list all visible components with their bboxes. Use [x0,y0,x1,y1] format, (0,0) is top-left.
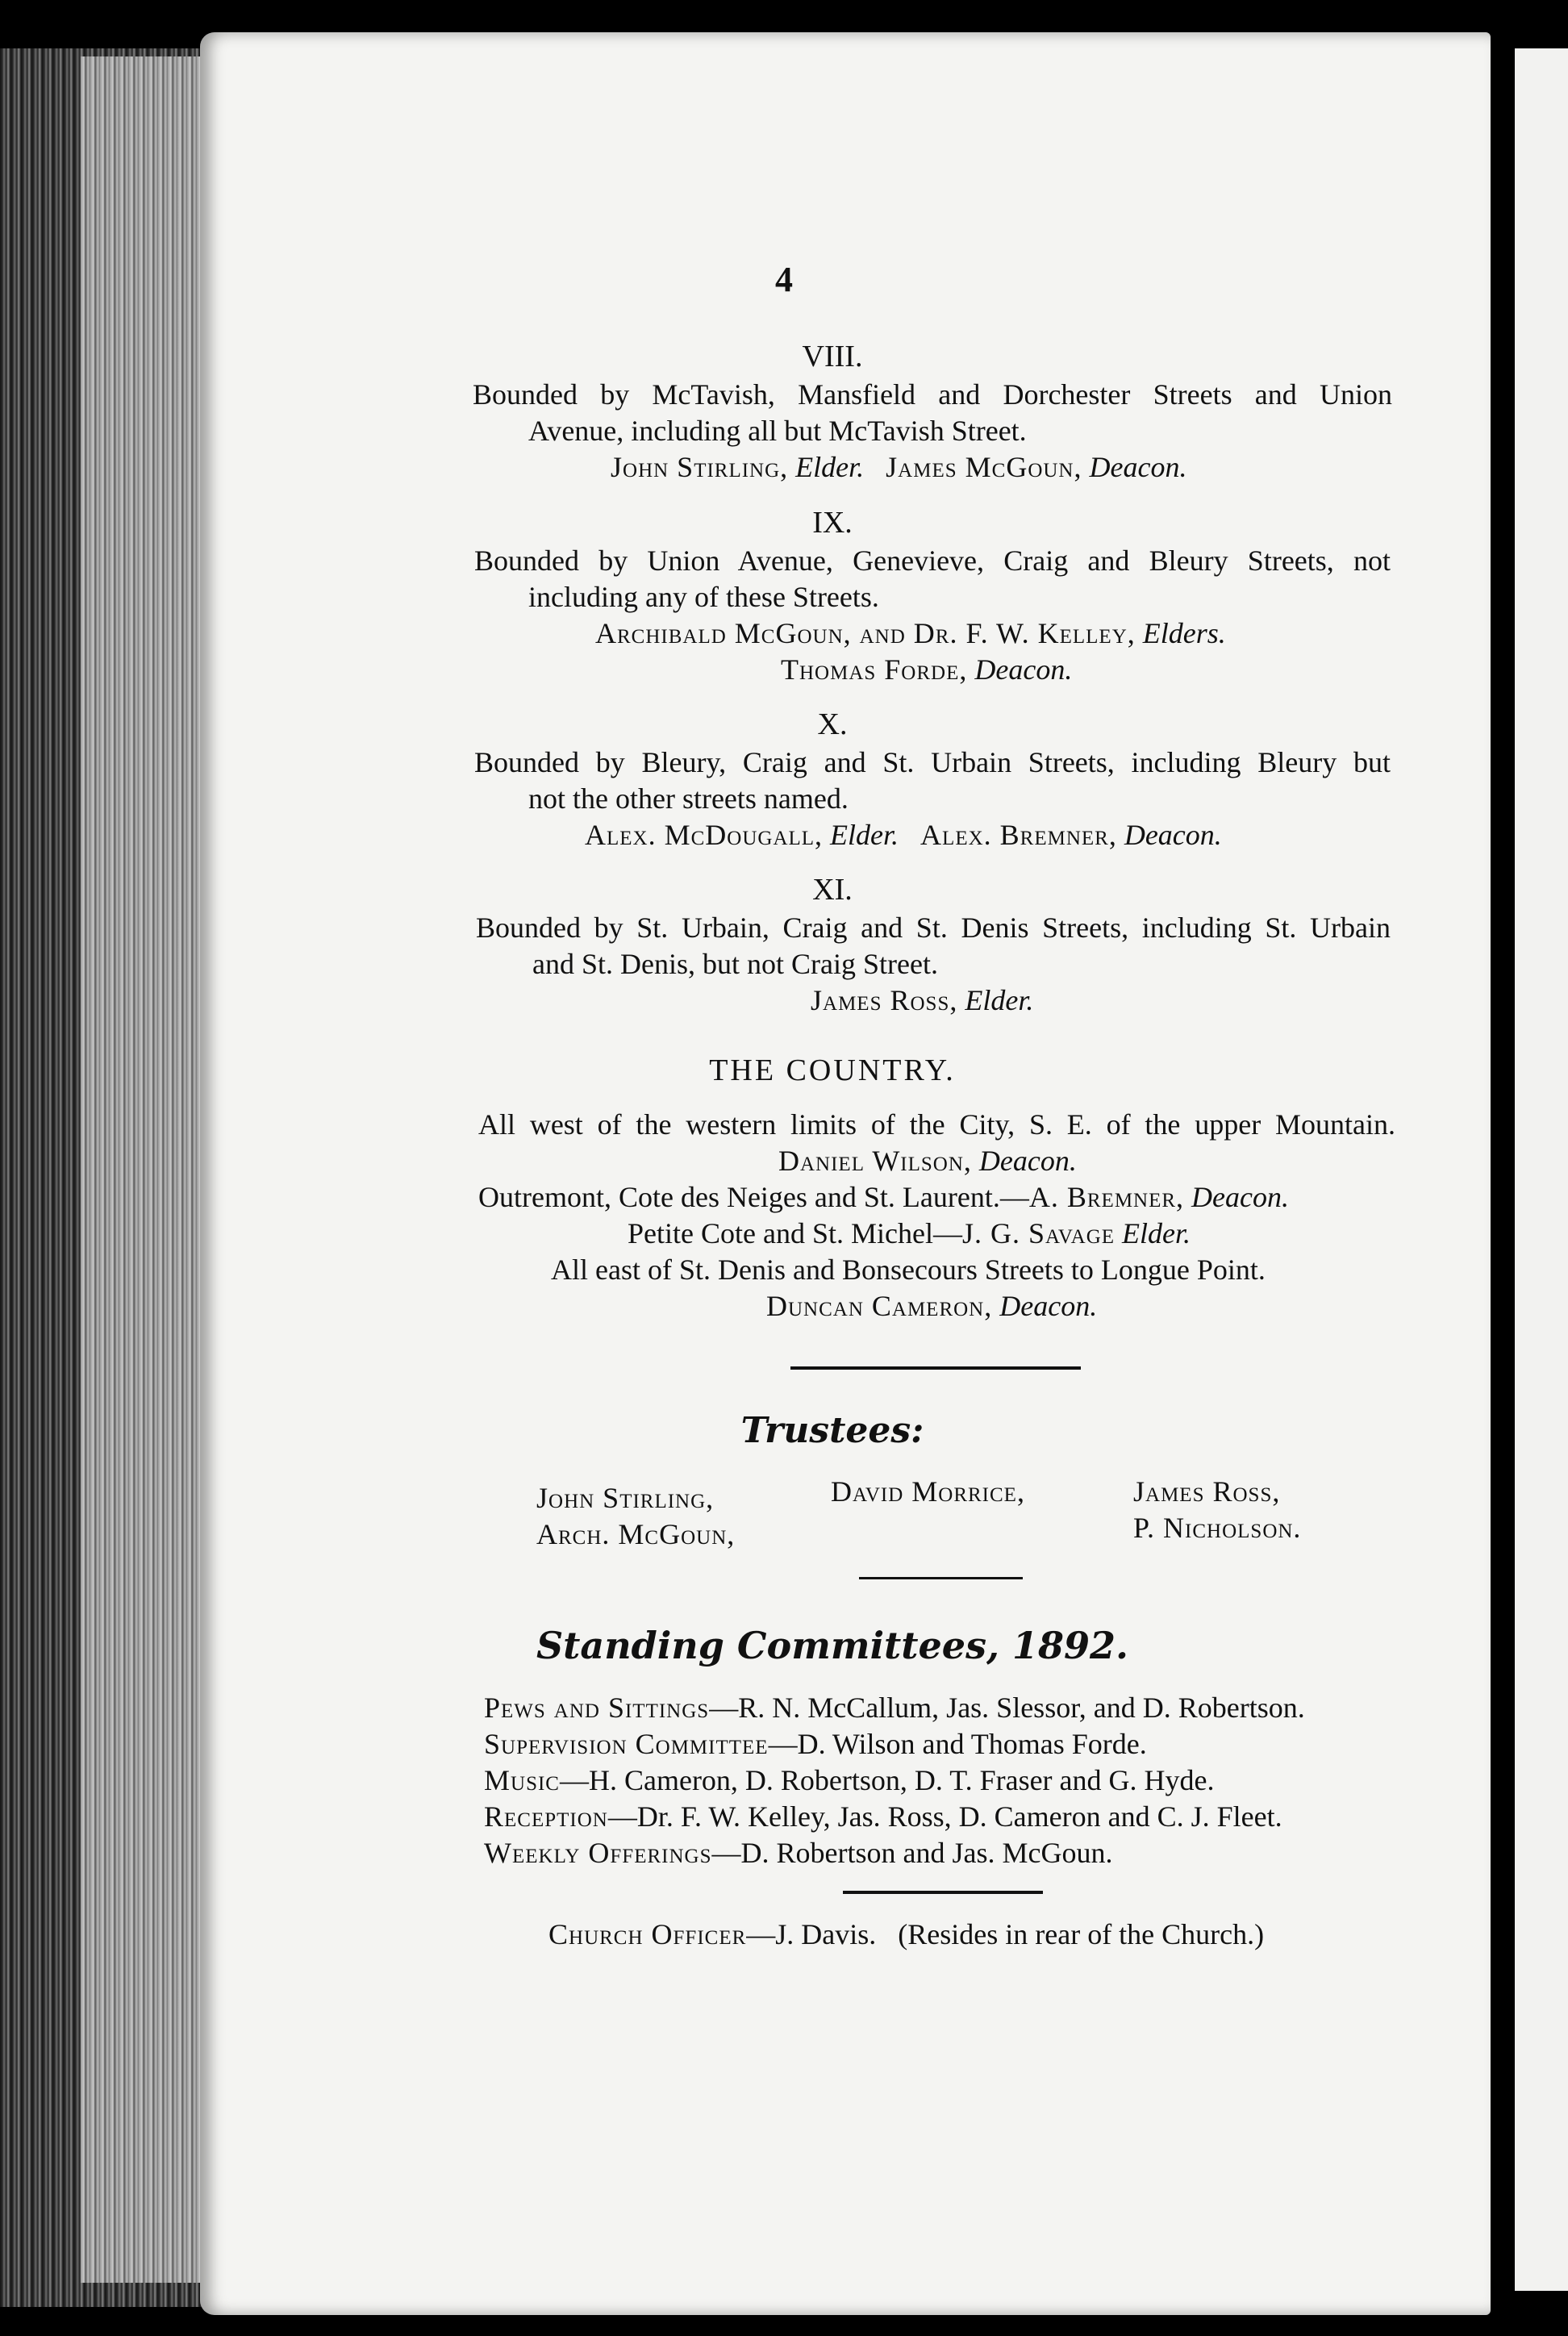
committee-label: Weekly Offerings [484,1837,712,1869]
officer-role: Deacon. [974,653,1073,686]
section-text-ix-1: Bounded by Union Avenue, Genevieve, Craig and Bleury Streets, not [474,544,1391,577]
officer-name: Archibald McGoun, and Dr. F. W. Kelley, [595,617,1136,649]
section-text-viii-1: Bounded by McTavish, Mansfield and Dorchester Streets and Union [473,378,1392,411]
facing-page-edge [1515,48,1568,2291]
committee-item [484,1690,1305,1725]
committee-item [484,1799,1282,1834]
trustee-name: David Morrice, [831,1475,1025,1508]
country-line-2 [778,1143,1077,1178]
committee-label: Pews and Sittings [484,1692,710,1724]
officer-name: John Stirling, [611,451,789,483]
church-officer [548,1917,1264,1952]
trustee-name: James Ross, [1133,1475,1281,1508]
section-heading-ix: IX. [812,506,853,540]
trustee-name: P. Nicholson. [1133,1512,1302,1544]
section-text-xi-1: Bounded by St. Urbain, Craig and St. Denis Streets, including St. Urbain [476,911,1391,944]
page-number: 4 [775,260,793,299]
section-heading-xi: XI. [812,873,853,907]
committee-label: Music [484,1764,560,1796]
officer-role: Deacon. [999,1290,1098,1322]
country-area-text: Outremont, Cote des Neiges and St. Laurent.— [478,1181,1029,1213]
section-text-xi-2: and St. Denis, but not Craig Street. [532,948,938,980]
officer-role: Deacon. [978,1145,1077,1177]
committee-item [484,1835,1112,1871]
trustees-heading: Trustees: [740,1410,924,1451]
committees-heading: Standing Committees, 1892. [536,1624,1129,1667]
divider-rule [790,1366,1081,1370]
officer-role: Elder. [795,451,865,483]
officer-name: J. G. Savage [961,1217,1116,1249]
committee-label: Reception [484,1800,608,1833]
section-text-ix-2: including any of these Streets. [528,581,879,613]
committee-members: —H. Cameron, D. Robertson, D. T. Fraser and G. Hyde. [559,1764,1215,1796]
officer-name: Alex. Bremner, [920,819,1117,851]
section-officers-x [585,817,1222,853]
officer-name: Thomas Forde, [781,653,968,686]
country-heading: THE COUNTRY. [709,1053,956,1087]
officer-role: Elders. [1142,617,1226,649]
country-line-3 [478,1179,1289,1215]
divider-rule [843,1891,1043,1894]
committee-members: —R. N. McCallum, Jas. Slessor, and D. Robertson. [709,1692,1305,1724]
committee-item [484,1726,1147,1762]
officer-role: Elder. [965,984,1034,1016]
officer-name: James Ross, [811,984,958,1016]
book-gutter [1491,32,1515,2315]
section-text-x-2: not the other streets named. [528,782,849,815]
section-officers-ix-2 [781,652,1072,687]
church-officer-name: —J. Davis. [746,1918,877,1950]
section-officers-viii [611,449,1186,485]
country-line-5: All east of St. Denis and Bonsecours Streets to Longue Point. [551,1254,1266,1286]
section-text-viii-2: Avenue, including all but McTavish Street. [528,415,1027,447]
committee-members: —Dr. F. W. Kelley, Jas. Ross, D. Cameron and C. J. Fleet. [607,1800,1282,1833]
officer-name: Daniel Wilson, [778,1145,972,1177]
officer-role: Deacon. [1124,819,1222,851]
officer-role: Deacon. [1089,451,1187,483]
book-page-edges-light [81,56,218,2283]
officer-role: Deacon. [1191,1181,1290,1213]
country-area-text: Petite Cote and St. Michel— [628,1217,962,1249]
officer-name: Duncan Cameron, [766,1290,993,1322]
trustee-name: John Stirling, [536,1482,715,1514]
trustee-name: Arch. McGoun, [536,1518,736,1550]
committee-item [484,1762,1215,1798]
officer-role: Elder. [830,819,899,851]
country-line-6 [766,1288,1097,1324]
country-line-1: All west of the western limits of the City, S. E. of the upper Mountain. [478,1108,1395,1141]
section-heading-viii: VIII. [802,340,863,373]
committee-members: —D. Robertson and Jas. McGoun. [711,1837,1113,1869]
officer-name: A. Bremner, [1028,1181,1185,1213]
church-officer-note: (Resides in rear of the Church.) [898,1918,1265,1950]
country-line-4 [628,1216,1191,1251]
officer-name: James McGoun, [886,451,1082,483]
section-heading-x: X. [817,707,848,741]
committee-label: Supervision Committee [484,1728,769,1760]
section-officers-ix-1 [595,615,1226,651]
church-officer-label: Church Officer [548,1918,747,1950]
section-officers-xi [811,982,1033,1018]
officer-role: Elder. [1122,1217,1191,1249]
officer-name: Alex. McDougall, [585,819,824,851]
committee-members: —D. Wilson and Thomas Forde. [768,1728,1147,1760]
divider-rule [859,1577,1023,1579]
section-text-x-1: Bounded by Bleury, Craig and St. Urbain Streets, including Bleury but [474,746,1391,778]
